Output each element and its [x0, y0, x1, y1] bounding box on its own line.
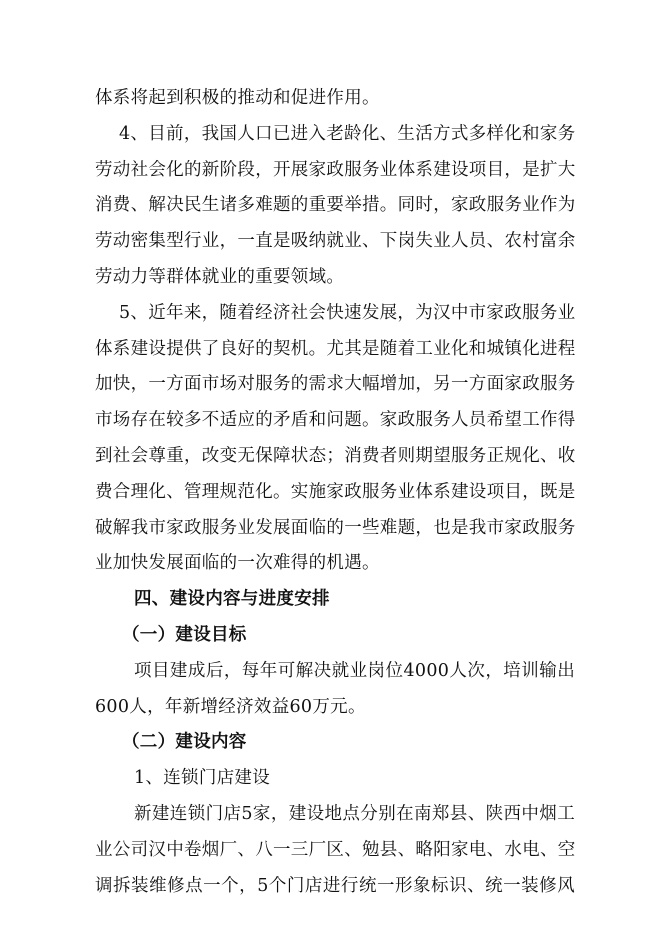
text-line: 新建连锁门店5家，建设地点分别在南郑县、陕西中烟工 [134, 804, 575, 824]
text-line: 调拆装维修点一个，5个门店进行统一形象标识、统一装修风 [95, 875, 575, 896]
item-heading: 1、连锁门店建设 [134, 768, 271, 789]
text-line: 业公司汉中卷烟厂、八一三厂区、勉县、略阳家电、水电、空 [95, 839, 576, 860]
text-line: 5、近年来，随着经济社会快速发展，为汉中市家政服务业 [119, 302, 576, 323]
text-line: 劳动密集型行业，一直是吸纳就业、下岗失业人员、农村富余 [95, 231, 576, 252]
subsection-heading: （二）建设内容 [122, 732, 247, 753]
text-line: 项目建成后，每年可解决就业岗位4000人次，培训输出 [134, 660, 575, 681]
section-heading: 四、建设内容与进度安排 [134, 589, 330, 610]
text-line: 体系建设提供了良好的契机。尤其是随着工业化和城镇化进程 [95, 338, 576, 359]
text-line: 市场存在较多不适应的矛盾和问题。家政服务人员希望工作得 [95, 410, 576, 431]
text-line: 消费、解决民生诸多难题的重要举措。同时，家政服务业作为 [95, 195, 576, 216]
text-line: 劳动社会化的新阶段，开展家政服务业体系建设项目，是扩大 [95, 159, 576, 180]
text-line: 劳动力等群体就业的重要领域。 [95, 267, 345, 287]
text-line: 加快，一方面市场对服务的需求大幅增加，另一方面家政服务 [95, 374, 576, 395]
text-line: 600人，年新增经济效益60万元。 [95, 696, 366, 717]
text-line: 破解我市家政服务业发展面临的一些难题，也是我市家政服务 [95, 517, 576, 538]
text-line: 体系将起到积极的推动和促进作用。 [95, 88, 380, 108]
text-line: 4、目前，我国人口已进入老龄化、生活方式多样化和家务 [119, 123, 576, 144]
text-line: 费合理化、管理规范化。实施家政服务业体系建设项目，既是 [95, 481, 576, 502]
text-line: 到社会尊重，改变无保障状态；消费者则期望服务正规化、收 [95, 446, 576, 466]
subsection-heading: （一）建设目标 [122, 625, 247, 645]
text-line: 业加快发展面临的一次难得的机遇。 [95, 553, 380, 574]
